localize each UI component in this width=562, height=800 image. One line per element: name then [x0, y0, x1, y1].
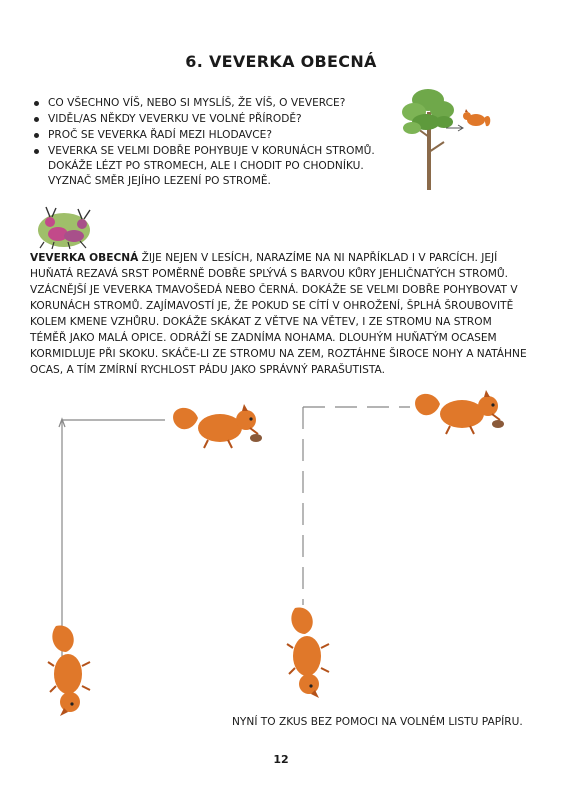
ants-illustration [36, 204, 102, 250]
page-number: 12 [273, 753, 289, 766]
paragraph-text: ŽIJE NEJEN V LESÍCH, NARAZÍME NA NI NAPŘÍKLAD I V PARCÍCH. JEJÍ HUŇATÁ REZAVÁ SRST POMĚRNĚ DOBŘE SPLÝVÁ S BARVOU KŮRY JEHLIČNATÝCH STROMŮ. VZÁCNĚJŠÍ JE VEVERKA TMAVOŠEDÁ NEBO ČERNÁ. DOKÁŽE SE VELMI DOBŘE POHYBOVAT V KORUNÁCH STROMŮ. ZAJÍMAVOSTÍ JE, ŽE POKUD SE CÍTÍ V OHROŽENÍ, ŠPLHÁ ŠROUBOVITĚ KOLEM KMENE VZHŮRU. DOKÁŽE SKÁKAT Z VĚTVE NA VĚTEV, I ZE STROMU NA STROM TÉMĚŘ JAKO MALÁ OPICE. ODRÁŽÍ SE ZADNÍMA NOHAMA. DLOUHÝM HUŇATÝM OCASEM KORMIDLUJE PŘI SKOKU. SKÁČE-LI ZE STROMU NA ZEM, ROZTÁHNE ŠIROCE NOHY A NATÁHNE OCAS, A TÍM ZMÍRNÍ RYCHLOST PÁDU JAKO SPRÁVNÝ PARAŠUTISTA. [30, 252, 527, 376]
squirrel-top-right [410, 386, 506, 436]
squirrel-bottom-left [46, 622, 96, 718]
question-item: CO VŠECHNO VÍŠ, NEBO SI MYSLÍŠ, ŽE VÍŠ, O VEVERCE? [32, 96, 377, 111]
page-title: 6. VEVERKA OBECNÁ [185, 52, 377, 71]
squirrel-top-left [168, 400, 264, 450]
question-item: VIDĚL/AS NĚKDY VEVERKU VE VOLNÉ PŘÍRODĚ? [32, 112, 377, 127]
info-paragraph [30, 250, 530, 378]
paragraph-bold-start: VEVERKA OBECNÁ [30, 252, 139, 264]
tree-squirrel-illustration [400, 82, 500, 192]
squirrel-bottom-middle [285, 604, 335, 700]
instruction-text: NYNÍ TO ZKUS BEZ POMOCI NA VOLNÉM LISTU PAPÍRU. [232, 716, 523, 728]
question-item: VEVERKA SE VELMI DOBŘE POHYBUJE V KORUNÁCH STROMŮ. DOKÁŽE LÉZT PO STROMECH, ALE I CHODIT PO CHODNÍKU. VYZNAČ SMĚR JEJÍHO LEZENÍ PO STROMĚ. [32, 144, 377, 189]
question-item: PROČ SE VEVERKA ŘADÍ MEZI HLODAVCE? [32, 128, 377, 143]
question-list [32, 96, 377, 190]
